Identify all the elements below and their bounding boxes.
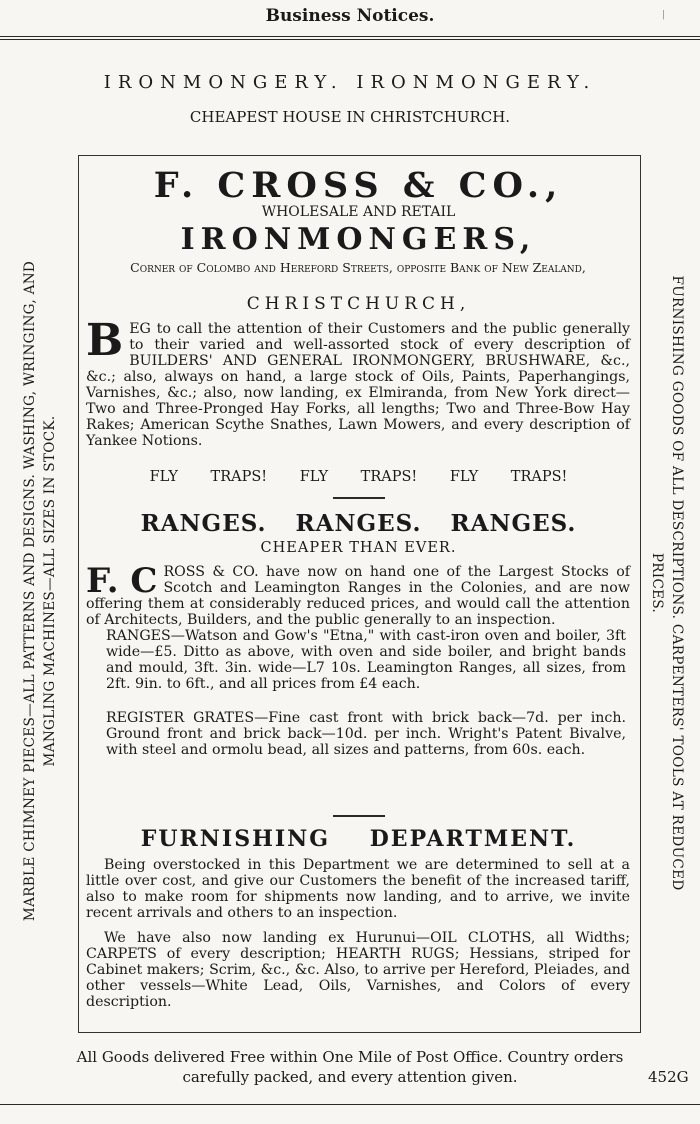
intro-paragraph (86, 315, 630, 449)
register-grates-item: REGISTER GRATES—Fine cast front with brick back—7d. per inch. Ground front and brick back—10d. per inch. Wright's Patent Bivalve, with steel and ormolu bead, all sizes and patterns, from 60s. each. (106, 710, 626, 758)
fly-traps-line: FLY TRAPS! FLY TRAPS! FLY TRAPS! (149, 469, 568, 485)
furnishing-heading: FURNISHING DEPARTMENT. (140, 826, 577, 852)
header-rule (0, 36, 700, 37)
wholesale-retail: WHOLESALE AND RETAIL (261, 204, 456, 220)
section-divider-2 (333, 815, 385, 817)
footer-rule (0, 1104, 700, 1105)
left-side-text-line1: MARBLE CHIMNEY PIECES—ALL PATTERNS AND DESIGNS. WASHING, WRINGING, AND (22, 260, 38, 922)
ranges-heading: RANGES. RANGES. RANGES. (140, 510, 577, 537)
intro-text: EG to call the attention of their Customers and the public generally to their varied and well-assorted stock of every description of BUILDERS' AND GENERAL IRONMONGERY, BRUSHWARE, &c., &c.; also, always on hand, a large stock of Oils, Paints, Paperhangings, Varnishes, &c.; also, now landing, ex Elmiranda, from New York direct—Two and Three-Pronged Hay Forks, all lengths; Two and Three-Bow Hay Rakes; American Scythe Snathes, Lawn Mowers, and every description of Yankee Notions. (86, 321, 630, 449)
cheaper-than-ever: CHEAPER THAN EVER. (260, 540, 457, 556)
footer-line-1: All Goods delivered Free within One Mile of Post Office. Country orders (76, 1048, 624, 1066)
ranges-intro-text: ROSS & CO. have now on hand one of the Largest Stocks of Scotch and Leamington Ranges in the Colonies, and are now offering them at considerably reduced prices, and would call the attention of Architects, Builders, and the public generally to an inspection. (86, 564, 630, 628)
city-name: CHRISTCHURCH, (246, 294, 471, 314)
footer-code: 452G (648, 1068, 689, 1086)
ranges-dropcap: F. C (86, 561, 158, 601)
cheapest-house-subtitle: CHEAPEST HOUSE IN CHRISTCHURCH. (189, 108, 511, 126)
footer-line-2: carefully packed, and every attention given. (182, 1068, 518, 1086)
company-name: F. CROSS & CO., (153, 165, 564, 206)
ranges-intro-paragraph (86, 561, 630, 628)
header-rule-2 (0, 39, 700, 40)
furnishing-paragraph-2: We have also now landing ex Hurunui—OIL CLOTHS, all Widths; CARPETS of every description; HEARTH RUGS; Hessians, striped for Cabinet makers; Scrim, &c., &c. Also, to arrive per Hereford, Pleiades, and other vessels—White Lead, Oils, Varnishes, and Colors of every description. (86, 930, 630, 1010)
intro-dropcap: B (86, 315, 124, 366)
furnishing-paragraph-1: Being overstocked in this Department we are determined to sell at a little over cost, and give our Customers the benefit of the increased tariff, also to make room for shipments now landing, and to arrive, we invite recent arrivals and others to an inspection. (86, 857, 630, 921)
ironmongers-heading: IRONMONGERS, (180, 222, 537, 257)
right-side-text-line2: PRICES. (649, 552, 665, 614)
right-side-text-line1: FURNISHING GOODS OF ALL DESCRIPTIONS. CARPENTERS' TOOLS AT REDUCED (669, 275, 685, 891)
ranges-price-item: RANGES—Watson and Gow's "Etna," with cast-iron oven and boiler, 3ft wide—£5. Ditto as above, with oven and side boiler, and bright bands and mould, 3ft. 3in. wide—L7 10s. Leamington Ranges, all sizes, from 2ft. 9in. to 6ft., and all prices from £4 each. (106, 628, 626, 692)
page-marker: | (662, 10, 666, 20)
left-side-text-line2: MANGLING MACHINES—ALL SIZES IN STOCK. (42, 415, 58, 767)
section-divider (333, 497, 385, 499)
page-header: Business Notices. (265, 6, 435, 26)
ironmongery-title: IRONMONGERY. IRONMONGERY. (103, 72, 597, 93)
company-address: Corner of Colombo and Hereford Streets, opposite Bank of New Zealand, (130, 260, 586, 275)
